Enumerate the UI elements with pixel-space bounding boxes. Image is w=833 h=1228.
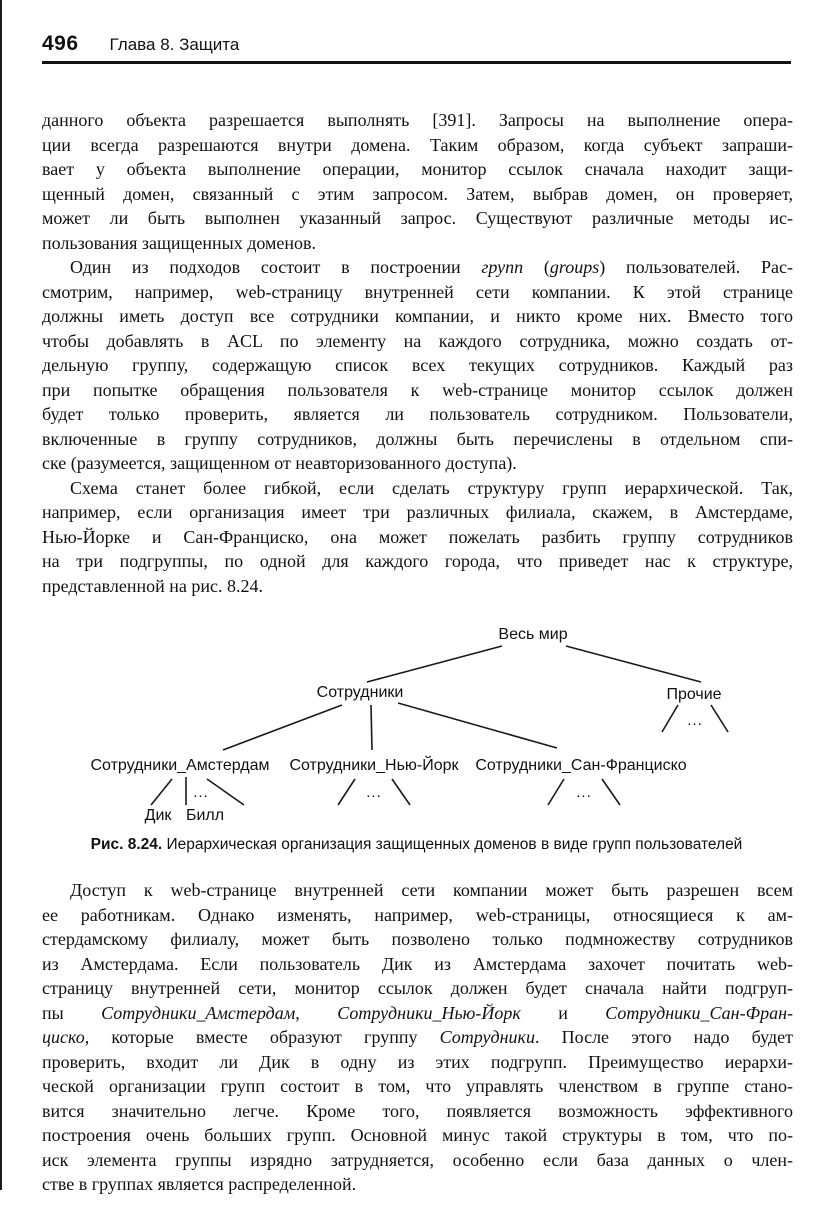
paragraph	[42, 476, 793, 599]
text-line: может ли быть выполнен указанный запрос. Существуют различные методы ис-	[42, 208, 793, 228]
text-line: на три подгруппы, по одной для каждого города, что приведет нас к структуре,	[42, 551, 793, 571]
text-line: иск элемента группы изрядно затрудняется, особенно если база данных о член-	[42, 1149, 793, 1170]
paragraph	[42, 878, 793, 1197]
tree-node-employees: Сотрудники	[316, 684, 404, 701]
text-line: стердамскому филиалу, может быть позволено только подмножеству сотрудников	[42, 929, 793, 949]
text-line: дельную группу, содержащую список всех текущих сотрудников. Каждый раз	[42, 355, 793, 375]
page-number: 496	[42, 32, 79, 55]
tree-node-sanfrancisco: Сотрудники_Сан-Франциско	[475, 757, 687, 774]
ellipsis-newyork: ...	[366, 784, 382, 801]
text-line: должны иметь доступ все сотрудники компании, и никто кроме них. Вместо того	[42, 306, 793, 326]
text-line: циско, которые вместе образуют группу Сотрудники. После этого надо будет	[42, 1027, 793, 1047]
text-line: пользования защищенных доменов.	[42, 232, 317, 253]
text-line: представленной на рис. 8.24.	[42, 575, 263, 596]
text-line: ческой организации групп состоит в том, что управлять членством в группе стано-	[42, 1076, 793, 1096]
figure-caption	[0, 836, 833, 854]
tree-node-others: Прочие	[666, 686, 722, 703]
ellipsis-others: ...	[687, 712, 703, 729]
ellipsis-amsterdam: ...	[193, 784, 209, 801]
tree-node-newyork: Сотрудники_Нью-Йорк	[289, 757, 459, 774]
text-line: проверить, входит ли Дик в одну из этих подгрупп. Преимущество иерархи-	[42, 1051, 793, 1072]
text-line: например, если организация имеет три различных филиала, скажем, в Амстердаме,	[42, 502, 793, 522]
text-line: Схема станет более гибкой, если сделать структуру групп иерархической. Так,	[70, 477, 793, 498]
scan-edge-artifact	[0, 0, 2, 1190]
paragraph	[42, 108, 793, 255]
text-line: чтобы добавлять в ACL по элементу на каждого сотрудника, можно создать от-	[42, 330, 793, 351]
text-line: стве в группах является распределенной.	[42, 1174, 357, 1194]
text-line: будет только проверить, является ли пользователь сотрудником. Пользователи,	[42, 404, 793, 424]
tree-node-amsterdam: Сотрудники_Амстердам	[90, 757, 270, 774]
ellipsis-sanfrancisco: ...	[576, 784, 592, 801]
text-line: вает у объекта выполнение операции, монитор ссылок сначала находит защи-	[42, 159, 793, 179]
text-line: ске (разумеется, защищенном от неавторизованного доступа).	[42, 453, 517, 473]
text-line: включенные в группу сотрудников, должны быть перечислены в отдельном спи-	[42, 428, 793, 449]
tree-node-world: Весь мир	[498, 626, 568, 643]
text-line: смотрим, например, web-страницу внутренней сети компании. К этой странице	[42, 281, 793, 302]
text-line: Доступ к web-странице внутренней сети компании может быть разрешен всем	[70, 880, 793, 900]
text-line: данного объекта разрешается выполнять [391]. Запросы на выполнение опера-	[42, 110, 793, 130]
figure-caption-label: Рис. 8.24.	[90, 836, 163, 853]
text-line: пы Сотрудники_Амстердам, Сотрудники_Нью-Йорк и Сотрудники_Сан-Фран-	[42, 1002, 793, 1023]
text-line: страницу внутренней сети, монитор ссылок должен будет сначала найти подгруп-	[42, 978, 793, 998]
tree-leaf-bill: Билл	[185, 807, 225, 824]
text-line: ее работникам. Однако изменять, например, web-страницы, относящиеся к ам-	[42, 904, 793, 925]
tree-leaf-dick: Дик	[144, 807, 172, 824]
text-line: при попытке обращения пользователя к web-странице монитор ссылок должен	[42, 379, 793, 400]
header-rule	[42, 61, 791, 64]
figure-tree-diagram	[0, 613, 833, 828]
paragraph	[42, 255, 793, 476]
text-line: Нью-Йорке и Сан-Франциско, она может пожелать разбить группу сотрудников	[42, 526, 793, 547]
body-text-lower	[42, 878, 793, 1197]
tree-svg	[0, 613, 833, 828]
body-text-upper	[42, 108, 793, 598]
text-line: вится значительно легче. Кроме того, появляется возможность эффективного	[42, 1100, 793, 1121]
running-header	[42, 32, 791, 56]
text-line: Один из подходов состоит в построении групп (groups) пользователей. Рас-	[70, 257, 793, 277]
tree-edges	[151, 646, 728, 805]
text-line: ции всегда разрешаются внутри домена. Таким образом, когда субъект запраши-	[42, 134, 793, 155]
text-line: построения очень больших групп. Основной минус такой структуры в том, что по-	[42, 1125, 793, 1145]
text-line: из Амстердама. Если пользователь Дик из Амстердама захочет почитать web-	[42, 953, 793, 974]
figure-caption-text: Иерархическая организация защищенных доменов в виде групп пользователей	[162, 836, 743, 853]
text-line: щенный домен, связанный с этим запросом. Затем, выбрав домен, он проверяет,	[42, 183, 793, 204]
chapter-title: Глава 8. Защита	[109, 35, 240, 54]
